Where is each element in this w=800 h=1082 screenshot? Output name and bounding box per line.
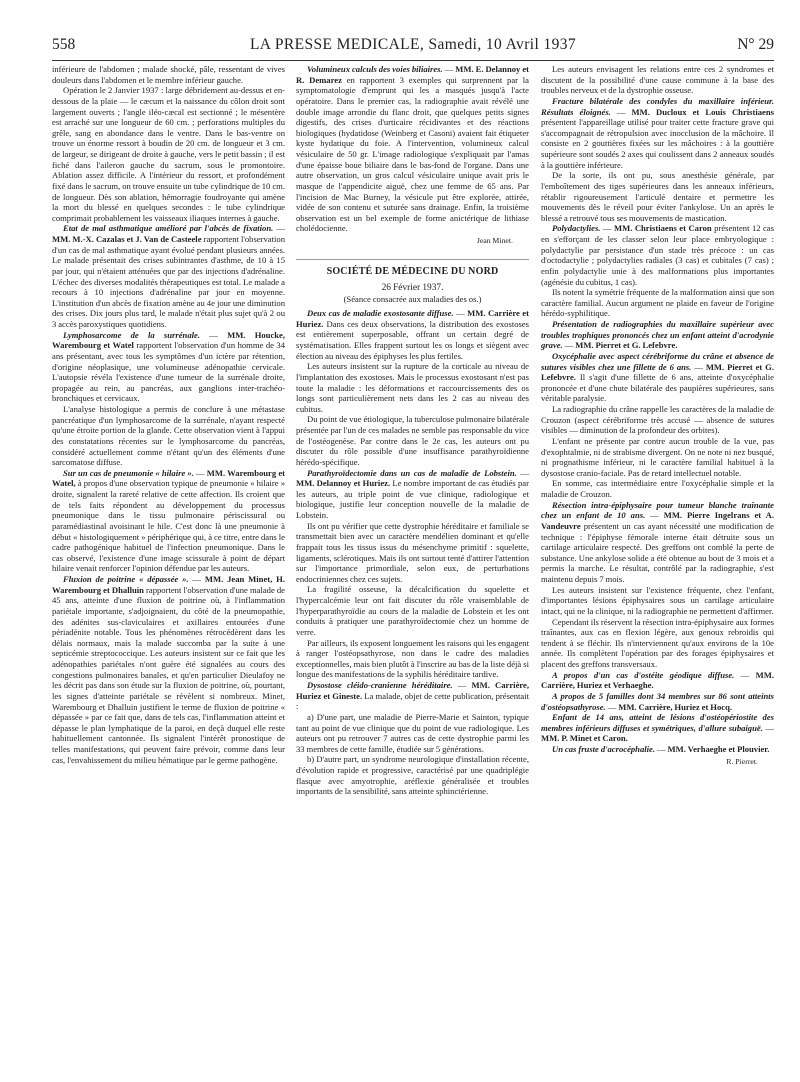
article-title: Parathyroïdectomie dans un cas de maladie de Lobstein.	[307, 467, 517, 478]
paragraph: Les auteurs insistent sur l'existence fréquente, chez l'enfant, d'importantes lésions épiphysaires sous un cartilage articulaire intact, qui ne la clinique, ni la radiographie ne permettent d'affirmer.	[541, 584, 774, 616]
article: Sur un cas de pneumonie « hilaire ». — MM. Warembourg et Watel, à propos d'une observation typique de pneumonie « hilaire » droite, signalent la rareté relative de cette affection. Ils croient que de tels faits répondent au développement du processus pneumonique dans le tissu pulmonaire périscissural ou paramédiastinal avoisinant le hile. C'est donc là une pneumonie à début « histologiquement » périphérique qui, à ce titre, entre dans le cadre pathogénique habituel de l'infection pneumonique. Dans le cas observé, l'existence d'une image scissurale à point de départ hilaire venait renforcer l'opinion défendue par les auteurs.	[52, 467, 285, 574]
article-text: présentent un cas ayant nécessité une modification de technique : l'épiphyse fémorale interne était détruite sous un cartilage articulaire respecté. Des greffons ont comblé la perte de substance. Une ankylose solide a été obtenue au bout de 3 mois et a permis la marche. Le résultat, contrôlé par la radiographie, s'est maintenu depuis 7 mois.	[541, 520, 774, 584]
article: Deux cas de maladie exostosante diffuse. — MM. Carrière et Huriez. Dans ces deux observations, la distribution des exostoses est entièrement superposable, offrant un certain degré de systématisation. Elles frappent surtout les os longs et siègent avec élection au niveau des épiphyses les plus fertiles.	[296, 308, 530, 361]
journal-page	[52, 0, 774, 1082]
article-authors: MM. E. Delannoy et R. Demarez	[296, 64, 529, 85]
article: Résection intra-épiphysaire pour tumeur blanche traînante chez un enfant de 10 ans. — MM. Pierre Ingelrans et A. Vandeuvre présentent un cas ayant nécessité une modification de technique : l'épiphyse fémorale interne était détruite sous un cartilage articulaire respecté. Des greffons ont comblé la perte de substance. Une ankylose solide a été obtenue au bout de 3 mois et a permis la marche. Le résultat, contrôlé par la radiographie, s'est maintenu depuis 7 mois.	[541, 499, 774, 584]
article-text: Dans ces deux observations, la distribution des exostoses est entièrement superposable, offrant un certain degré de systématisation. Elles frappent surtout les os longs et siègent avec élection au niveau des épiphyses les plus fertiles.	[296, 318, 530, 361]
article-authors: MM. Christiaens et Caron	[613, 223, 712, 234]
article-text: rapportent l'observation d'un homme de 34 ans présentant, avec tous les symptômes d'un ictère par rétention, d'origine néoplasique, une volumineuse adénopathie cervicale. L'autopsie révéla l'existence d'une tumeur de la surrénale droite, propagée au rein, au pancréas, aux ganglions inter-trachéo-bronchiques et cervicaux.	[52, 340, 285, 404]
article-text: présentent 12 cas en s'efforçant de les classer selon leur place embryologique : polydactylie par persistance d'un stade très précoce : un cas d'octodactylie ; polydactylies radiales (3 cas) et cubitales (7 cas) ; enfin polydactylie unie à des malformations plus importantes (agénésie du cubitus, 1 cas).	[541, 223, 774, 287]
article-authors: MM. Ducloux et Louis Christiaens	[631, 106, 774, 117]
article-text: rapportent l'observation d'une malade de 45 ans, atteinte d'une fluxion de poitrine où, à l'inflammation pariétale importante, s'adjoignaient, du côté de la pneumopathie, des adénites sus-claviculaires et axillaires entourées d'une périadénite notable. Tous les phénomènes rétrocédèrent dans les délais normaux, mais la malade succomba par la suite à une septicémie streptococcique. Les auteurs insistent sur ce fait que les adénopathies pariétales n'ont guère été signalées au cours des congestions pulmonaires banales, et qu'en particulier Dieulafoy ne les décrit pas dans son étude sur la fluxion de poitrine, où, pourtant, les signes d'atteinte pariétale se révèlent si nombreux. Minet, Warembourg et Dhalluin justifient le terme de fluxion de poitrine « dépassée » par ce fait que, dans de tels cas, l'inflammation atteint et dépasse le plan lymphatique de la paroi, en deçà duquel elle reste habituellement cantonnée. Ils signalent l'intérêt pronostique de telles manifestations, qui peuvent faire prévoir, comme dans leur cas, l'envahissement du milieu hématique par le germe pathogène.	[52, 584, 285, 765]
paragraph: b) D'autre part, un syndrome neurologique d'installation récente, d'évolution rapide et progressive, caractérisé par une quadriplégie flasque avec amyotrophie, aréflexie généralisée et troubles importants de la sensibilité, sans atteinte sphinctérienne.	[296, 754, 529, 797]
article-text: en rapportent 3 exemples qui surprennent par la symptomatologie d'emprunt qui les a masqués jusqu'à l'acte opératoire. Dans le premier cas, la radiographie avait révélé une double image arrondie du flanc droit, que quelques petits signes digestifs, des crises d'urticaire récidivantes et des réactions biologiques (hydatidose (Weinberg et Casoni) avaient fait étiqueter kyste hydatique du foie. A l'intervention, volumineux calcul vésiculaire de 50 gr. L'image radiologique s'expliquait par l'amas d'une épaisse boue biliaire dans le bas-fond de l'organe. Dans une autre observation, un gros calcul vésiculaire unique avait pris le masque de l'appendicite aiguë, chez une femme de 65 ans. Par l'incision de Mac Burney, la vésicule put être explorée, attirée, vidée de son contenu et suturée sans drainage. Enfin, la troisième observation est un bel exemple de forme anictérique de lithiase cholédocienne.	[296, 74, 530, 234]
paragraph: Opération le 2 Janvier 1937 : large débridement au-dessus et en-dessous de la plaie — le cæcum et la naissance du côlon droit sont largement ouverts ; l'angle iléo-cæcal est sectionné ; le mésentère est arraché sur une longueur de 60 cm. ; perforations multiples du grêle, sang en abondance dans le ventre. Dans le bas-ventre on trouve un énorme ressort à boudin de 20 cm. de longueur et 3 cm. de largeur, se dirigeant de droite à gauche, vers le petit bassin ; il est fiché dans l'aileron gauche du sacrum, sous le promontoire. Ablation assez difficile. A l'intérieur du ressort, et profondément fixé dans le sacrum, on trouve ensuite un tube cylindrique de 10 cm. de longueur. Dès son ablation, hémorragie foudroyante qui amène la mort du blessé en quelques secondes : le tube cylindrique comprimait probablement les vaisseaux iliaques internes à gauche.	[52, 85, 285, 223]
article: Volumineux calculs des voies biliaires. — MM. E. Delannoy et R. Demarez en rapportent 3 exemples qui surprennent par la symptomatologie d'emprunt qui les a masqués jusqu'à l'acte opératoire. Dans le premier cas, la radiographie avait révélé une double image arrondie du flanc droit, que quelques petits signes digestifs, des crises d'urticaire récidivantes et des réactions biologiques (hydatidose (Weinberg et Casoni) avaient fait étiqueter kyste hydatique du foie. A l'intervention, volumineux calcul vésiculaire de 50 gr. L'image radiologique s'expliquait par l'amas d'une épaisse boue biliaire dans le bas-fond de l'organe. Dans une autre observation, un gros calcul vésiculaire unique avait pris le masque de l'appendicite aiguë, chez une femme de 65 ans. Par l'incision de Mac Burney, la vésicule put être explorée, attirée, vidée de son contenu et suturée sans drainage. Enfin, la troisième observation est un bel exemple de forme anictérique de lithiase cholédocienne.	[296, 64, 530, 234]
paragraph: Ils ont pu vérifier que cette dystrophie héréditaire et familiale se transmettait bien avec un caractère mendélien dominant et qu'elle frappait tous les tissus issus du mésenchyme primitif : squelette, ligaments, sclérotiques. Mais ils ont surtout tenté d'attirer l'attention sur l'importance primordiale, selon eux, de perturbations endocriniennes chez ces sujets.	[296, 520, 529, 584]
paragraph: Cependant ils réservent la résection intra-épiphysaire aux formes traînantes, aux cas en flexion légère, aux genoux rebroidis qui tendent à se fléchir. Ils n'interviennent qu'aux environs de la 10e année. Ils complètent l'opération par des forages épiphysaires et placent des greffons transversaux.	[541, 616, 774, 669]
paragraph: Du point de vue étiologique, la tuberculose pulmonaire bilatérale présentée par l'un de ces malades ne semble pas responsable du vice de l'ostéogenèse. Par contre dans le 2e cas, les auteurs ont pu discuter du rôle possible d'une insuffisance parathyroïdienne hérédo-spécifique.	[296, 414, 530, 467]
article-authors: MM. Pierre Ingelrans et A. Vandeuvre	[541, 510, 774, 531]
column-2	[296, 64, 529, 797]
article-title: Etat de mal asthmatique amélioré par l'abcès de fixation.	[63, 223, 274, 234]
paragraph: inférieure de l'abdomen ; malade shocké, pâle, ressentant de vives douleurs dans l'abdomen et le membre inférieur gauche.	[52, 64, 285, 85]
signature: R. Pierret.	[726, 756, 758, 766]
paragraph: Les auteurs envisagent les relations entre ces 2 syndromes et discutent de la possibilité d'une cause commune à la base des troubles nerveux et de la dystrophie osseuse.	[541, 64, 774, 96]
page-header	[52, 34, 774, 56]
article-authors: MM. Pierret et G. Lefebvre.	[541, 361, 774, 383]
article: Un cas fruste d'acrocéphalie. — MM. Verhaeghe et Plouvier.	[552, 744, 770, 754]
session-subtitle: (Séance consacrée aux maladies des os.)	[343, 293, 482, 304]
article: Oxycéphalie avec aspect cérébriforme du crâne et absence de sutures visibles chez une fillette de 6 ans. — MM. Pierret et G. Lefebvre. Il s'agit d'une fillette de 6 ans, atteinte d'oxycéphalie prononcée et d'une chute bilatérale des paupières supérieures, sans véritable paralysie.	[541, 350, 774, 404]
article-title: Deux cas de maladie exostosante diffuse.	[307, 308, 454, 319]
paragraph: La fragilité osseuse, la décalcification du squelette et l'hypercalcémie leur ont fait discuter du rôle vraisemblable de l'hyperparathyroïdie au cours de la maladie de Lobstein et les ont conduits à pratiquer une parathyroïdectomie chez un homme de verre.	[296, 584, 529, 637]
article-authors: MM. Verhaeghe et Plouvier.	[667, 744, 770, 754]
article: Dysostose cléido-cranienne héréditaire. — MM. Carrière, Huriez et Gineste. La malade, objet de cette publication, présentait :	[296, 680, 530, 712]
paragraph: De la sorte, ils ont pu, sous anesthésie générale, par l'emboîtement des tiges supérieures dans les anneaux inférieurs, rétablir rigoureusement l'articulé dentaire et permettre les mouvements dès le réveil pour éviter l'ankylose. Un an après le blessé a retrouvé tous ses mouvements de mastication.	[541, 170, 774, 223]
article: Enfant de 14 ans, atteint de lésions d'ostéopériostite des membres inférieurs diffuses et symétriques, d'allure subaiguë. — MM. P. Minet et Caron.	[541, 712, 774, 744]
article-title: A propos d'un cas d'ostéite géodique diffuse.	[552, 669, 735, 680]
column-1	[52, 64, 285, 765]
article: Fracture bilatérale des condyles du maxillaire inférieur. Résultats éloignés. — MM. Ducloux et Louis Christiaens présentent l'appareillage utilisé pour traiter cette fracture grave qui s'accompagnait de rétropulsion avec inocclusion de la mâchoire. Il consiste en 2 gouttières fixées sur les mâchoires : à la gouttière supérieure sont soudés 2 axes qui coulissent dans 2 anneaux soudés à la gouttière inférieure.	[541, 95, 774, 170]
paragraph: L'enfant ne présente par contre aucun trouble de la vue, pas d'exophtalmie, ni de strabisme divergent. On ne note ni nez busqué, ni prognathisme inférieur, ni le caractère familial habituel à la dysostose cranio-faciale. Pas de retard intellectuel notable.	[541, 435, 774, 478]
article-title: Un cas fruste d'acrocéphalie.	[552, 744, 655, 754]
article-title: Fracture bilatérale des condyles du maxillaire inférieur. Résultats éloignés.	[541, 95, 774, 117]
paragraph: En somme, cas intermédiaire entre l'oxycéphalie simple et la maladie de Crouzon.	[541, 478, 774, 499]
article: Présentation de radiographies du maxillaire supérieur avec troubles trophiques prononcés chez un enfant atteint d'acrodynie grave. — MM. Pierret et G. Lefebvre.	[541, 319, 774, 351]
article-authors: MM. Warembourg et Watel,	[52, 467, 285, 489]
article-title: A propos de 5 familles dont 34 membres sur 86 sont atteints d'ostéopsathyrose.	[541, 690, 774, 712]
article-title: Fluxion de poitrine « dépassée ».	[63, 574, 189, 584]
article-text: présentent l'appareillage utilisé pour traiter cette fracture grave qui s'accompagnait de rétropulsion avec inocclusion de la mâchoire. Il consiste en 2 gouttières fixées sur les mâchoires : à la gouttière supérieure sont soudés 2 axes qui coulissent dans 2 anneaux soudés à la gouttière inférieure.	[541, 117, 774, 170]
article: A propos d'un cas d'ostéite géodique diffuse. — MM. Carrière, Huriez et Verhaeghe.	[541, 669, 774, 691]
article-authors: MM. Houcke, Warembourg et Watel	[52, 329, 286, 351]
paragraph: La radiographie du crâne rappelle les caractères de la maladie de Crouzon (aspect cérébriforme très accusé — absence de sutures visibles — diminution de la profondeur des orbites).	[541, 404, 774, 436]
article: Lymphosarcome de la surrénale. — MM. Houcke, Warembourg et Watel rapportent l'observation d'un homme de 34 ans présentant, avec tous les symptômes d'un ictère par rétention, d'origine néoplasique, une volumineuse adénopathie cervicale. L'autopsie révéla l'existence d'une tumeur de la surrénale droite, propagée au rein, au pancréas, aux ganglions inter-trachéo-bronchiques et cervicaux.	[52, 329, 286, 404]
article-title: Volumineux calculs des voies biliaires.	[307, 64, 443, 74]
article: Etat de mal asthmatique amélioré par l'abcès de fixation. — MM. M.-X. Cazalas et J. Van de Casteele rapportent l'observation d'un cas de mal asthmatique ayant évolué pendant plusieurs années. Le malade présentait des crises subintrantes d'asthme, de 10 à 15 par jour, qui n'étaient atténuées que par des injections d'adrénaline. L'échec des diverses modalités thérapeutiques est total. Le malade a recours à 10 injections d'adrénaline par jour en moyenne. L'institution d'un abcès de fixation amène au 4e jour une diminution des crises. Dix jours plus tard, le malade n'était plus sujet qu'à 2 ou 3 accès paroxystiques quotidiens.	[52, 223, 285, 329]
article: A propos de 5 familles dont 34 membres sur 86 sont atteints d'ostéopsathyrose. — MM. Carrière, Huriez et Hocq.	[541, 690, 774, 712]
article-text: rapportent l'observation d'un cas de mal asthmatique ayant évolué pendant plusieurs années. Le malade présentait des crises subintrantes d'asthme, de 10 à 15 par jour, qui n'étaient atténuées que par des injections d'adrénaline. L'échec des diverses modalités thérapeutiques est total. Le malade a recours à 10 injections d'adrénaline par jour en moyenne. L'institution d'un abcès de fixation amène au 4e jour une diminution des crises. Dix jours plus tard, le malade n'était plus sujet qu'à 2 ou 3 accès paroxystiques quotidiens.	[52, 234, 285, 329]
article-text: La malade, objet de cette publication, présentait :	[296, 690, 530, 712]
paragraph: Les auteurs insistent sur la rupture de la corticale au niveau de l'implantation des exostoses. Mais le processus exostosant n'est pas toute la maladie : les déformations et raccourcissements des os longs sont particulièrement nets dans les 2 cas au niveau des cubitus.	[296, 361, 529, 414]
paragraph: Ils notent la symétrie fréquente de la malformation ainsi que son caractère familial. Aucun argument ne plaide en faveur de l'origine hérédo-syphilitique.	[541, 287, 774, 319]
article-title: Sur un cas de pneumonie « hilaire ».	[63, 467, 194, 478]
article-text: Il s'agit d'une fillette de 6 ans, atteinte d'oxycéphalie prononcée et d'une chute bilatérale des paupières supérieures, sans véritable paralysie.	[541, 372, 774, 404]
article-title: Lymphosarcome de la surrénale.	[63, 329, 200, 340]
paragraph: L'analyse histologique a permis de conclure à une métastase pancréatique d'un lymphosarcome de la surrénale, n'ayant respecté qu'une étroite portion de la glande. Cette observation vient à l'appui des constatations récentes sur le lymphosarcome du pancréas, considéré actuellement comme n'étant qu'un des éléments d'une sarcomatose diffuse.	[52, 404, 285, 468]
society-heading: SOCIÉTÉ DE MÉDECINE DU NORD	[296, 259, 529, 278]
paragraph: Par ailleurs, ils exposent longuement les raisons qui les engagent à ranger l'ostéopsathyrose, non dans le cadre des maladies exceptionnelles, mais bien plutôt à l'inscrire au bas de la liste déjà si longue des manifestations de la syphilis héréditaire tardive.	[296, 637, 529, 680]
page-number: 558	[52, 36, 76, 53]
issue-number: N° 29	[737, 36, 774, 53]
article-authors: MM. Carrière et Huriez.	[296, 308, 529, 329]
article-title: Polydactylies.	[552, 223, 601, 234]
article-text: à propos d'une observation typique de pneumonie « hilaire » droite, signalent la rareté relative de cette affection. Ils croient que de tels faits répondent au développement du processus pneumonique dans le tissu pulmonaire périscissural ou paramédiastinal avoisinant le hile. C'est donc là une pneumonie à début « histologiquement » périphérique qui, à ce titre, entre dans le cadre pathogénique habituel de l'infection pneumonique. Dans le cas observé, l'existence d'une image scissurale à point de départ hilaire venait renforcer l'opinion défendue par les auteurs.	[52, 478, 285, 574]
signature: Jean Minet.	[476, 236, 513, 245]
article-title: Oxycéphalie avec aspect cérébriforme du crâne et absence de sutures visibles chez une fillette de 6 ans.	[541, 350, 774, 372]
article-text: Le nombre important de cas étudiés par les auteurs, au triple point de vue clinique, radiologique et biologique, justifie leur conception nouvelle de la maladie de Lobstein.	[296, 478, 529, 521]
article-title: Résection intra-épiphysaire pour tumeur blanche traînante chez un enfant de 10 ans.	[541, 499, 774, 521]
header-rule	[52, 60, 774, 61]
article-authors: MM. M.-X. Cazalas et J. Van de Casteele	[52, 234, 202, 244]
article-authors: MM. Jean Minet, H. Warembourg et Dhalluin	[52, 574, 285, 595]
article-authors: MM. Delannoy et Huriez.	[296, 478, 391, 489]
journal-title: LA PRESSE MEDICALE, Samedi, 10 Avril 1937	[249, 36, 577, 53]
session-date: 26 Février 1937.	[381, 282, 444, 293]
column-3	[541, 64, 774, 771]
article: Fluxion de poitrine « dépassée ». — MM. Jean Minet, H. Warembourg et Dhalluin rapportent l'observation d'une malade de 45 ans, atteinte d'une fluxion de poitrine où, à l'inflammation pariétale importante, s'adjoignaient, du côté de la pneumopathie, des adénites sus-claviculaires et axillaires entourées d'une périadénite notable. Tous les phénomènes rétrocédèrent dans les délais normaux, mais la malade succomba par la suite à une septicémie streptococcique. Les auteurs insistent sur ce fait que les adénopathies pariétales n'ont guère été signalées au cours des congestions pulmonaires banales, et qu'en particulier Dieulafoy ne les décrit pas dans son étude sur la fluxion de poitrine, où, pourtant, les signes d'atteinte pariétale se révèlent si nombreux. Minet, Warembourg et Dhalluin justifient le terme de fluxion de poitrine « dépassée » par ce fait que, dans de tels cas, l'inflammation atteint et dépasse le plan lymphatique de la paroi, en deçà duquel elle reste habituellement cantonnée. Ils signalent l'intérêt pronostique de telles manifestations, qui peuvent faire prévoir, comme dans leur cas, l'envahissement du milieu hématique par le germe pathogène.	[52, 574, 285, 765]
article-authors: MM. Carrière, Huriez et Hocq.	[618, 701, 733, 712]
article: Polydactylies. — MM. Christiaens et Caron présentent 12 cas en s'efforçant de les classer selon leur place embryologique : polydactylie par persistance d'un stade très précoce : un cas d'octodactylie ; polydactylies radiales (3 cas) et cubitales (7 cas) ; enfin polydactylie unie à des malformations plus importantes (agénésie du cubitus, 1 cas).	[541, 223, 774, 287]
article-title: Enfant de 14 ans, atteint de lésions d'ostéopériostite des membres inférieurs diffuses et symétriques, d'allure subaiguë.	[541, 712, 774, 733]
article-authors: MM. Carrière, Huriez et Gineste.	[296, 680, 530, 701]
paragraph: a) D'une part, une maladie de Pierre-Marie et Sainton, typique tant au point de vue clinique que du point de vue radiologique. Les auteurs ont pu retrouver 7 autres cas de cette dystrophie parmi les 33 membres de cette famille, étudiée sur 5 générations.	[296, 711, 529, 754]
article: Parathyroïdectomie dans un cas de maladie de Lobstein. — MM. Delannoy et Huriez. Le nombre important de cas étudiés par les auteurs, au triple point de vue clinique, radiologique et biologique, justifie leur conception nouvelle de la maladie de Lobstein.	[296, 467, 529, 521]
article-title: Dysostose cléido-cranienne héréditaire.	[307, 680, 453, 691]
article-authors: MM. Pierret et G. Lefebvre.	[575, 340, 678, 351]
article-title: Présentation de radiographies du maxillaire supérieur avec troubles trophiques prononcés chez un enfant atteint d'acrodynie grave.	[541, 319, 774, 351]
article-authors: MM. P. Minet et Caron.	[541, 733, 628, 744]
article-authors: MM. Carrière, Huriez et Verhaeghe.	[541, 669, 774, 691]
